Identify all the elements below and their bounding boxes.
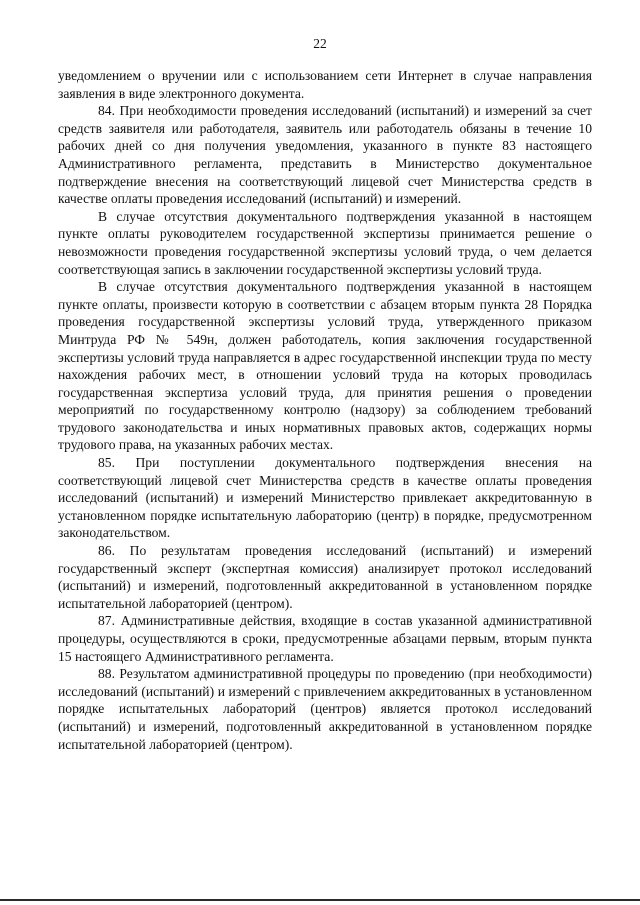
paragraph-84-employer-payment: В случае отсутствия документального подтверждения указанной в настоящем пункте оплаты, произвести которую в соответствии с абзацем вторым пункта 28 Порядка проведения государственной экспертизы условий труда, утвержденного приказом Минтруда РФ № 549н, должен работодатель, копия заключения государственной экспертизы условий труда направляется в адрес государственной инспекции труда по месту нахождения рабочих мест, в отношении условий труда на которых проводилась государственная экспертиза условий труда, для принятия решения о проведении мероприятий по государственному контролю (надзору) за соблюдением требований трудового законодательства и иных нормативных правовых актов, содержащих нормы трудового права, на указанных рабочих местах. — [58, 279, 592, 453]
page-number: 22 — [313, 36, 327, 51]
paragraph-continuation: уведомлением о вручении или с использованием сети Интернет в случае направления заявления в виде электронного документа. — [58, 68, 592, 101]
paragraph-85: 85. При поступлении документального подтверждения внесения на соответствующий лицевой счет Министерства средств в качестве оплаты проведения исследований (испытаний) и измерений Министерство привлекает аккредитованную в установленном порядке испытательную лабораторию (центр) в порядке, предусмотренном законодательством. — [58, 455, 592, 541]
paragraph-84-absence-of-payment: В случае отсутствия документального подтверждения указанной в настоящем пункте оплаты руководителем государственной экспертизы принимается решение о невозможности проведения государственной экспертизы условий труда, о чем делается соответствующая запись в заключении государственной экспертизы условий труда. — [58, 208, 592, 277]
paragraph-87: 87. Административные действия, входящие в состав указанной административной процедуры, осуществляются в сроки, предусмотренные абзацами первым, вторым пункта 15 настоящего Административного регламента. — [58, 613, 592, 664]
paragraph-84: 84. При необходимости проведения исследований (испытаний) и измерений за счет средств заявителя или работодателя, заявитель или работодатель обязаны в течение 10 рабочих дней со дня получения уведомления, указанного в пункте 83 настоящего Административного регламента, представить в Министерство документальное подтверждение внесения на соответствующий лицевой счет Министерства средств в качестве оплаты проведения исследований (испытаний) и измерений. — [58, 103, 592, 207]
paragraph-88: 88. Результатом административной процедуры по проведению (при необходимости) исследований (испытаний) и измерений с привлечением аккредитованных в установленном порядке испытательных лабораторий (центров) является протокол исследований (испытаний) и измерений, подготовленный аккредитованной в установленном порядке испытательной лабораторией (центром). — [58, 666, 592, 752]
document-body — [58, 67, 592, 753]
scan-edge-line — [0, 899, 640, 901]
paragraph-86: 86. По результатам проведения исследований (испытаний) и измерений государственный эксперт (экспертная комиссия) анализирует протокол исследований (испытаний) и измерений, подготовленный аккредитованной в установленном порядке испытательной лабораторией (центром). — [58, 543, 592, 611]
